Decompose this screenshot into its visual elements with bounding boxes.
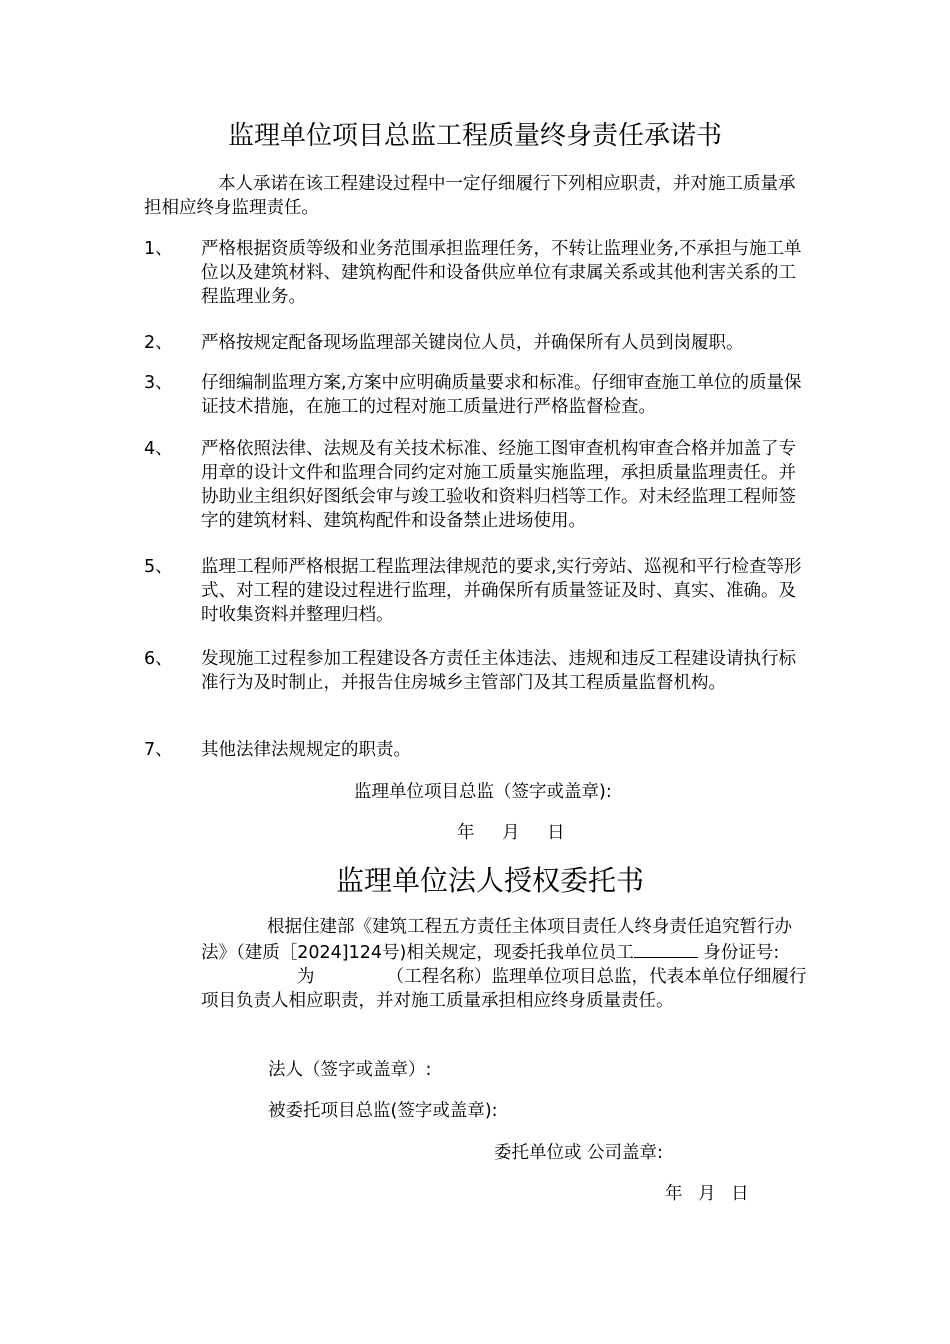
commitment-intro: 本人承诺在该工程建设过程中一定仔细履行下列相应职责，并对施工质量承担相应终身监理责任。 [144,174,796,218]
item-number: 4、 [144,439,173,459]
employee-name-blank [634,939,698,958]
authorization-body-part3: 为 [297,967,315,987]
item-text: 监理工程师严格根据工程监理法律规范的要求,实行旁站、巡视和平行检查等形式、对工程的建设过程进行监理，并确保所有质量签证及时、真实、准确。及时收集资料并整理归档。 [201,557,802,625]
authorization-body [201,915,809,1013]
authorization-date-label: 年 月 日 [665,1184,749,1204]
item-text: 严格根据资质等级和业务范围承担监理任务，不转让监理业务,不承担与施工单位以及建筑材料、建筑构配件和设备供应单位有隶属关系或其他利害关系的工程监理业务。 [201,239,802,307]
item-text: 仔细编制监理方案,方案中应明确质量要求和标准。仔细审查施工单位的质量保证技术措施，在施工的过程对施工质量进行严格监督检查。 [201,373,802,417]
item-number: 7、 [144,740,173,760]
legal-person-signature-label: 法人（签字或盖章）: [268,1060,432,1080]
authorization-body-part2: 身份证号: [703,943,780,963]
commitment-title: 监理单位项目总监工程质量终身责任承诺书 [227,121,722,151]
item-number: 1、 [144,239,173,259]
entrusted-director-signature-label: 被委托项目总监(签字或盖章): [268,1101,498,1121]
item-text: 严格按规定配备现场监理部关键岗位人员，并确保所有人员到岗履职。 [201,333,744,353]
commitment-item-5 [144,555,808,627]
commitment-item-3 [144,371,808,419]
authorization-body-part1: 根据住建部《建筑工程五方责任主体项目责任人终身责任追究暂行办法》（建质［2024]124号)相关规定，现委托我单位员工 [201,917,792,963]
authorization-body-part4: （工程名称）监理单位项目总监，代表本单位仔细履行项目负责人相应职责，并对施工质量承担相应终身质量责任。 [201,967,807,1011]
commitment-item-1 [144,237,808,309]
commitment-signature-label: 监理单位项目总监（签字或盖章): [354,782,612,802]
commitment-item-4 [144,437,808,533]
commitment-date-label: 年 月 日 [457,823,565,843]
item-number: 2、 [144,333,173,353]
item-text: 严格依照法律、法规及有关技术标准、经施工图审查机构审查合格并加盖了专用章的设计文件和监理合同约定对施工质量实施监理，承担质量监理责任。并协助业主组织好图纸会审与竣工验收和资料归档等工作。对未经监理工程师签字的建筑材料、建筑构配件和设备禁止进场使用。 [201,439,796,531]
commitment-item-7 [144,738,808,762]
item-number: 6、 [144,649,173,669]
authorization-title: 监理单位法人授权委托书 [335,864,644,897]
entrusting-unit-seal-label: 委托单位或 公司盖章: [494,1143,663,1163]
commitment-item-2 [144,331,808,355]
item-text: 发现施工过程参加工程建设各方责任主体违法、违规和违反工程建设请执行标准行为及时制止，并报告住房城乡主管部门及其工程质量监督机构。 [201,649,796,693]
item-number: 5、 [144,557,173,577]
item-number: 3、 [144,373,173,393]
item-text: 其他法律法规规定的职责。 [201,740,411,760]
commitment-item-6 [144,647,808,695]
